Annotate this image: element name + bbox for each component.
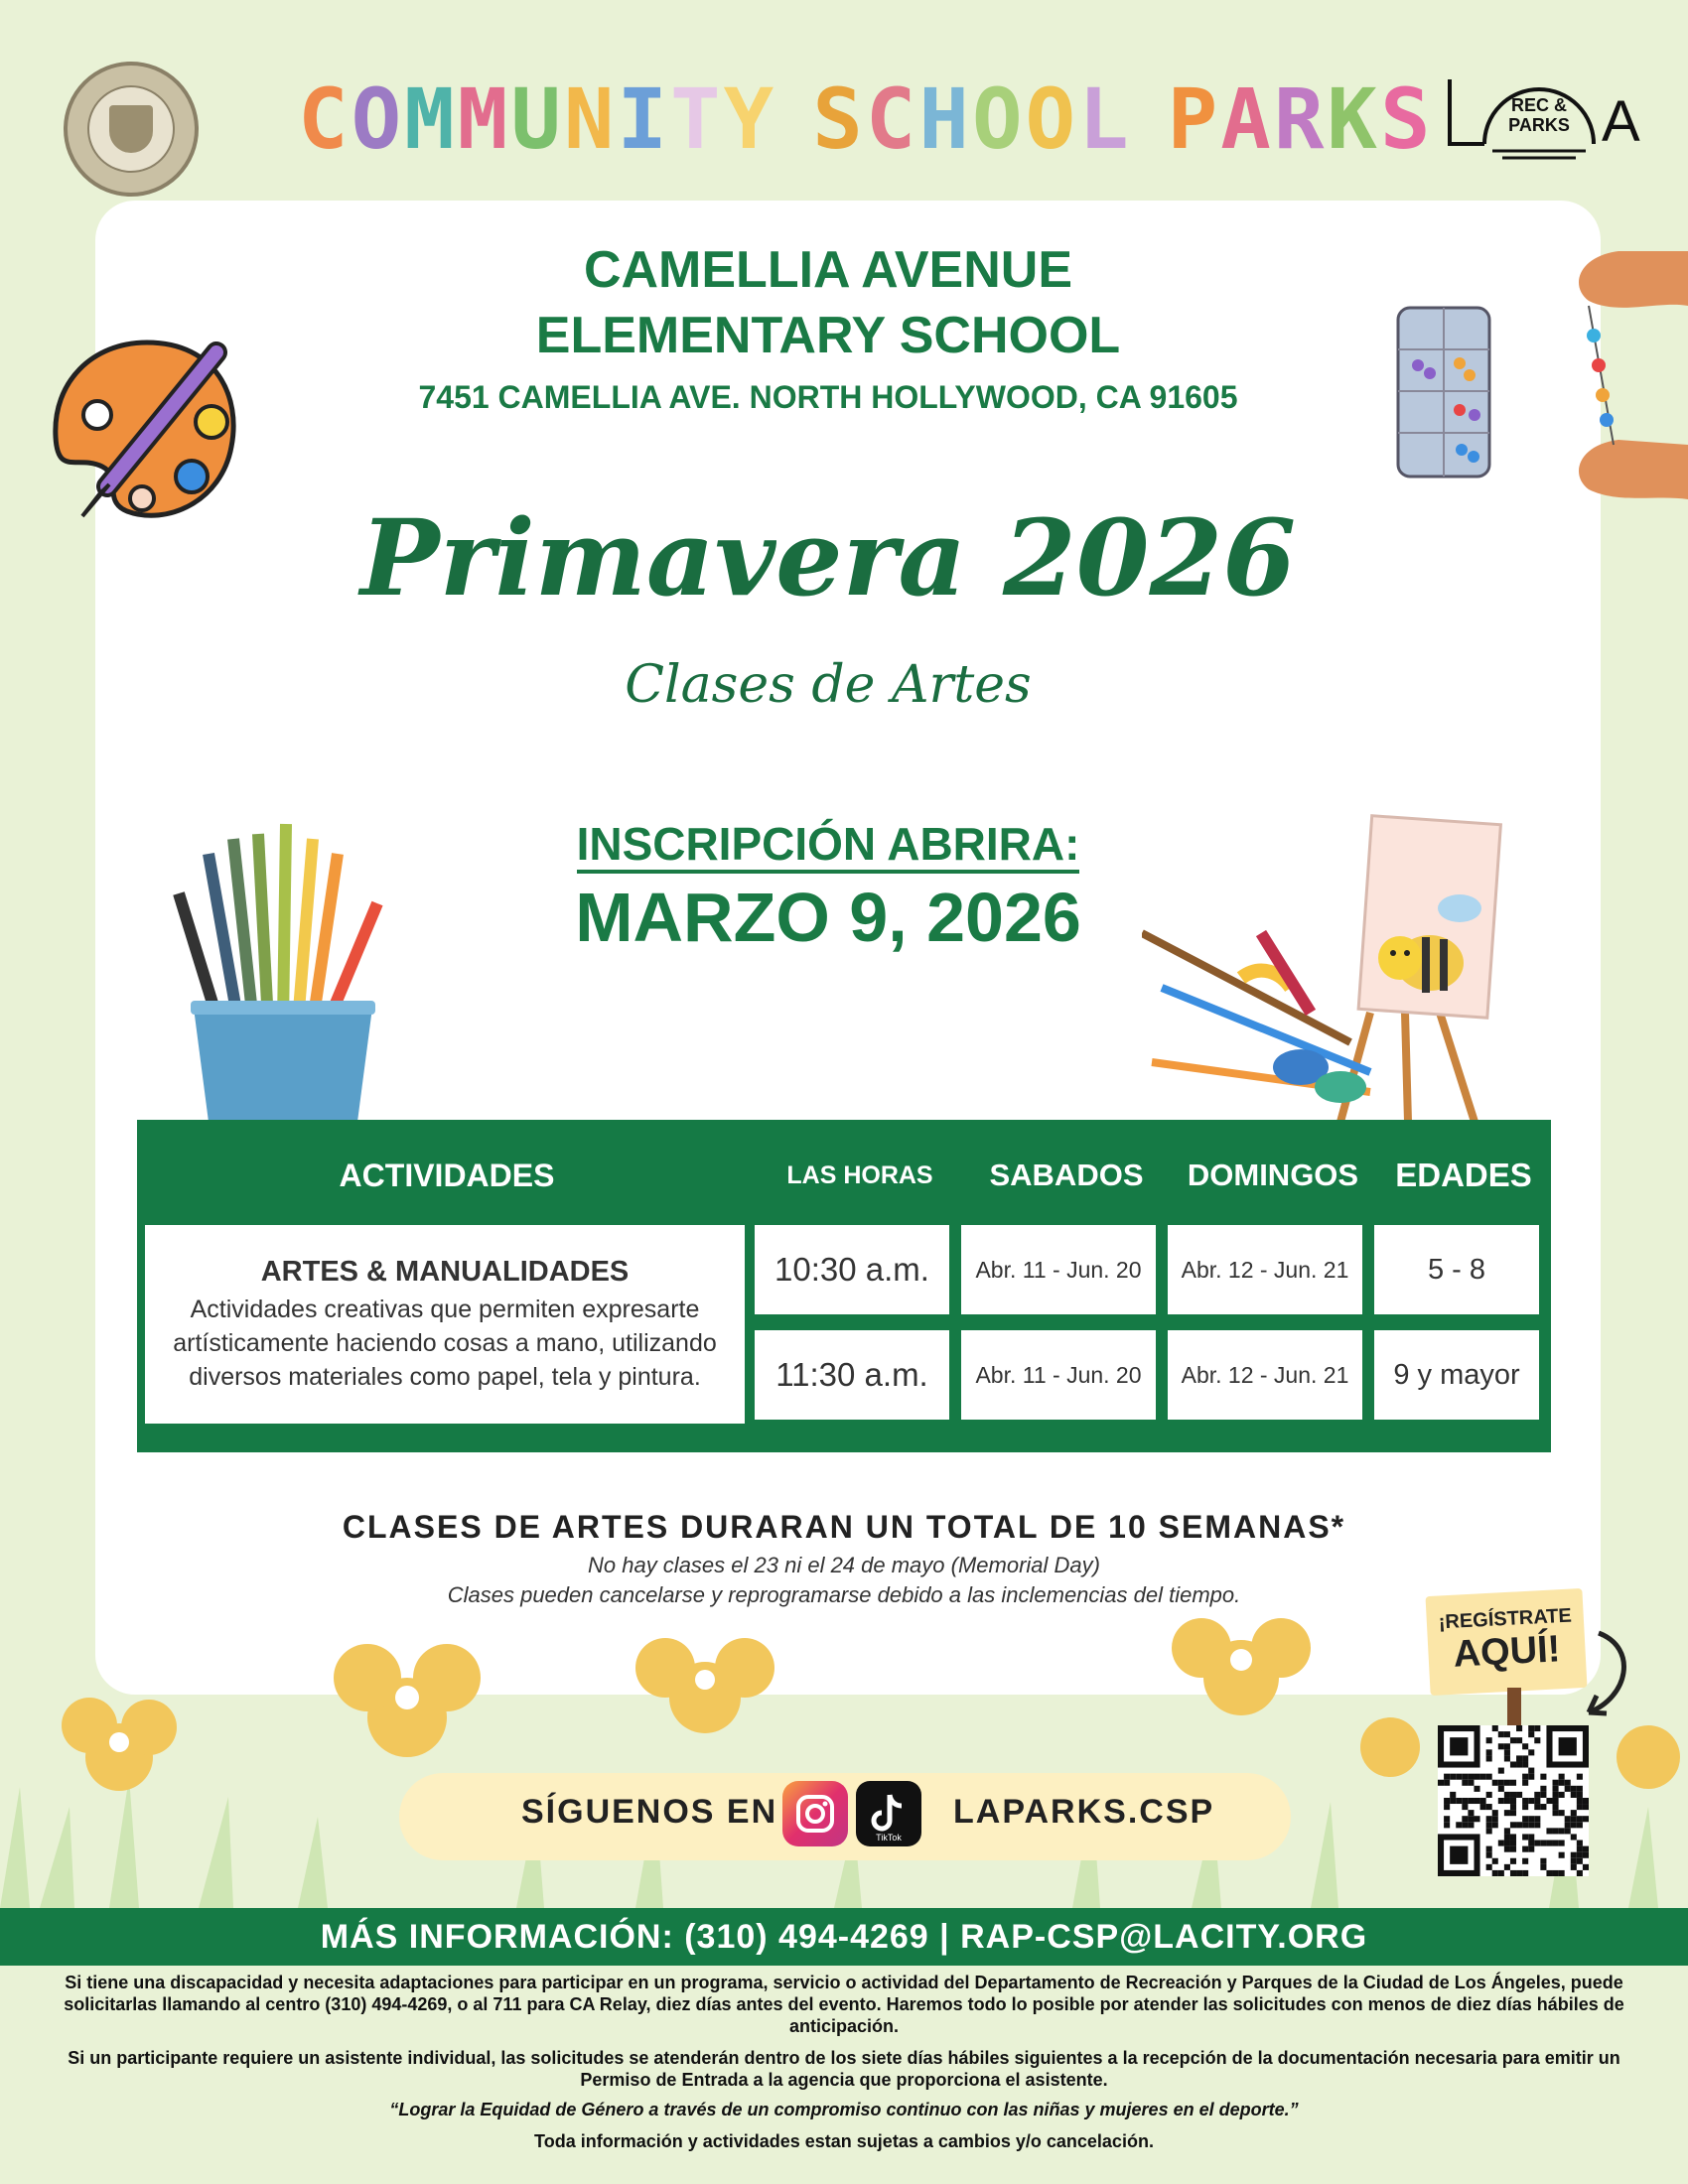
accessibility-statement: Si tiene una discapacidad y necesita adaptaciones para participar en un programa, servicio o actividad del Departamento de Recreación y Parques de la Ciudad de Los Ángeles, puede solicitarlas llamando al centro (310) 494-4269, o al 711 para CA Relay, diez días antes del evento. Haremos todo lo posible por atender las solicitudes con menos de diez días hábiles de anticipación. bbox=[64, 1973, 1624, 2036]
tiktok-icon[interactable] bbox=[856, 1781, 921, 1846]
svg-text:REC &: REC & bbox=[1510, 95, 1568, 115]
school-name-line2: ELEMENTARY SCHOOL bbox=[535, 307, 1121, 364]
saturday-dates-cell: Abr. 11 - Jun. 20 bbox=[961, 1330, 1156, 1420]
equity-quote: “Lograr la Equidad de Género a través de un compromiso continuo con las niñas y mujeres en el deporte.” bbox=[389, 2100, 1299, 2119]
brand-title-letter: M bbox=[404, 70, 458, 168]
header-sundays: DOMINGOS bbox=[1187, 1158, 1359, 1192]
social-handle[interactable]: LAPARKS.CSP bbox=[953, 1793, 1215, 1831]
activity-cell bbox=[145, 1225, 745, 1424]
sunday-dates-cell: Abr. 12 - Jun. 21 bbox=[1168, 1225, 1362, 1314]
time-cell: 10:30 a.m. bbox=[755, 1225, 949, 1314]
brand-title-word bbox=[298, 69, 776, 169]
svg-text:TikTok: TikTok bbox=[876, 1833, 902, 1843]
schedule-table bbox=[137, 1120, 1551, 1452]
disclaimer: Toda información y actividades estan sujetas a cambios y/o cancelación. bbox=[534, 2131, 1154, 2151]
brand-title-letter: U bbox=[510, 70, 564, 168]
header-activities: ACTIVIDADES bbox=[339, 1157, 555, 1193]
bead-craft-hands-icon bbox=[1390, 246, 1688, 554]
ages-cell: 9 y mayor bbox=[1374, 1330, 1539, 1420]
city-seal-logo bbox=[64, 62, 199, 197]
brand-title-letter: I bbox=[617, 70, 671, 168]
ages-cell: 5 - 8 bbox=[1374, 1225, 1539, 1314]
registration-qr-code[interactable] bbox=[1438, 1725, 1589, 1876]
duration-note: CLASES DE ARTES DURARAN UN TOTAL DE 10 SEMANAS* bbox=[342, 1509, 1346, 1545]
brand-title-letter: O bbox=[1025, 70, 1079, 168]
follow-label: SÍGUENOS EN bbox=[521, 1793, 778, 1831]
brand-title-letter: K bbox=[1327, 70, 1380, 168]
saturday-dates-cell: Abr. 11 - Jun. 20 bbox=[961, 1225, 1156, 1314]
brand-title-letter: R bbox=[1273, 70, 1328, 168]
brand-title-letter: C bbox=[298, 70, 352, 168]
brand-title-word bbox=[1168, 69, 1434, 169]
contact-info: MÁS INFORMACIÓN: (310) 494-4269 | RAP-CSP@LACITY.ORG bbox=[320, 1918, 1368, 1956]
brand-title-letter: M bbox=[457, 70, 511, 168]
sunday-dates-cell: Abr. 12 - Jun. 21 bbox=[1168, 1330, 1362, 1420]
brand-title-letter: P bbox=[1167, 70, 1221, 168]
season-title: Primavera 2026 bbox=[359, 495, 1297, 619]
brand-title-word bbox=[812, 69, 1131, 169]
header-hours: LAS HORAS bbox=[786, 1160, 933, 1189]
time-cell: 11:30 a.m. bbox=[755, 1330, 949, 1420]
header-saturdays: SABADOS bbox=[989, 1158, 1144, 1192]
brand-title-letter: C bbox=[865, 70, 919, 168]
program-brand-title bbox=[298, 69, 1434, 169]
brand-title-letter: S bbox=[812, 70, 866, 168]
school-address: 7451 CAMELLIA AVE. NORTH HOLLYWOOD, CA 91605 bbox=[418, 379, 1238, 415]
brand-title-letter: N bbox=[563, 70, 618, 168]
arrow-icon bbox=[1579, 1628, 1638, 1727]
brand-title-letter: H bbox=[918, 70, 972, 168]
registration-label: INSCRIPCIÓN ABRIRA: bbox=[397, 816, 1259, 872]
svg-text:PARKS: PARKS bbox=[1508, 115, 1570, 135]
weather-note: Clases pueden cancelarse y reprogramarse debido a las inclemencias del tiempo. bbox=[447, 1582, 1241, 1607]
activity-description: Actividades creativas que permiten expresarte artísticamente haciendo cosas a mano, utilizando diversos materiales como papel, tela y pintura. bbox=[173, 1295, 717, 1391]
school-name-line1: CAMELLIA AVENUE bbox=[583, 241, 1073, 299]
program-subtitle: Clases de Artes bbox=[625, 655, 1032, 715]
brand-title-letter: S bbox=[1379, 70, 1434, 168]
instagram-icon[interactable] bbox=[782, 1781, 848, 1846]
paint-palette-icon bbox=[48, 328, 246, 536]
brand-title-letter: O bbox=[971, 70, 1026, 168]
brand-title-letter: Y bbox=[723, 70, 777, 168]
holiday-note: No hay clases el 23 ni el 24 de mayo (Memorial Day) bbox=[587, 1553, 1100, 1577]
brand-title-letter: A bbox=[1220, 70, 1274, 168]
brand-title-letter: O bbox=[351, 70, 405, 168]
sign-post bbox=[1507, 1688, 1521, 1727]
brand-title-letter: L bbox=[1078, 70, 1132, 168]
header-ages: EDADES bbox=[1395, 1157, 1532, 1193]
activity-name: ARTES & MANUALIDADES bbox=[260, 1255, 630, 1288]
brand-title-letter: T bbox=[670, 70, 724, 168]
register-sign: ¡REGÍSTRATE AQUÍ! bbox=[1425, 1588, 1587, 1696]
registration-date: MARZO 9, 2026 bbox=[575, 879, 1081, 956]
assistant-statement: Si un participante requiere un asistente individual, las solicitudes se atenderán dentro de los siete días hábiles siguientes a la recepción de la documentación necesaria para emitir un Permiso de Entrada a la agencia que proporciona el asistente. bbox=[68, 2048, 1620, 2090]
svg-text:A: A bbox=[1602, 89, 1640, 154]
colored-pencils-cup-icon bbox=[169, 814, 397, 1122]
rec-parks-logo bbox=[1445, 69, 1653, 164]
